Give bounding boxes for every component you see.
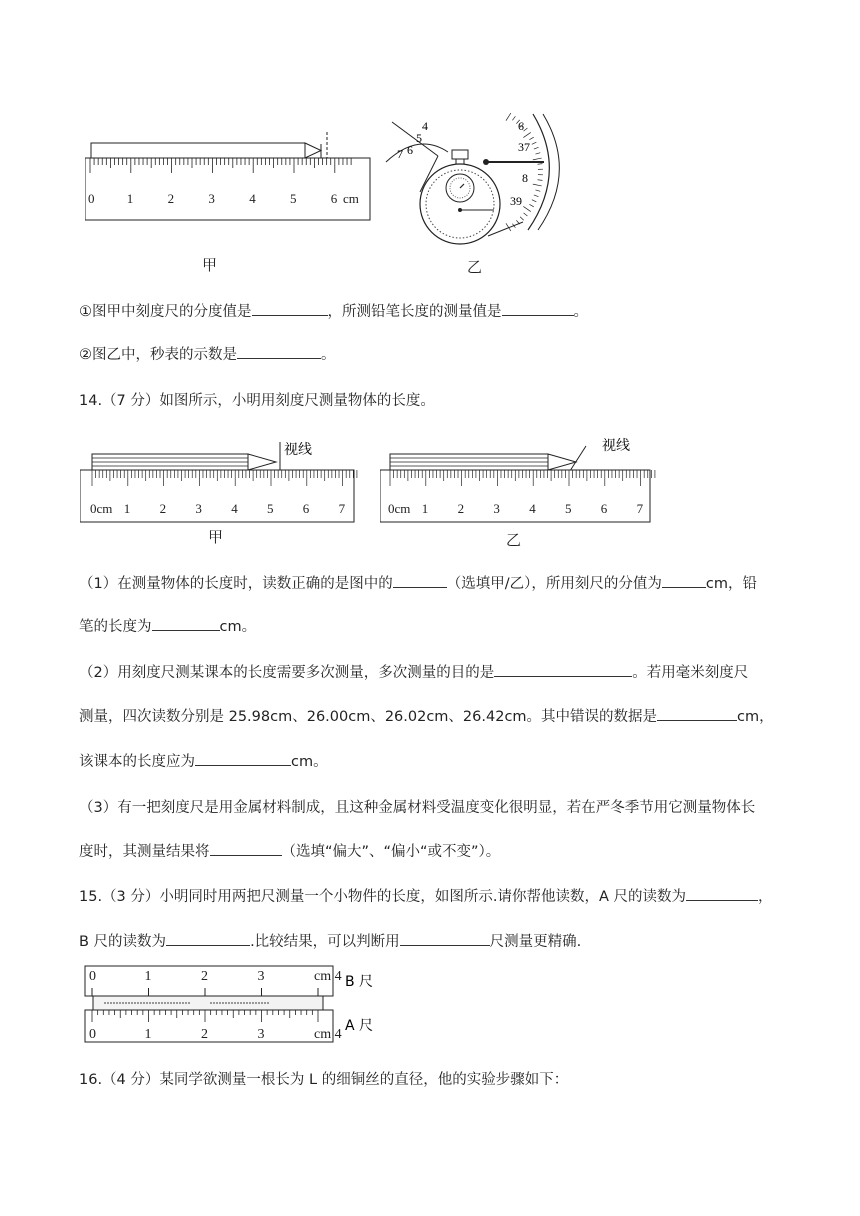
ruler-tick-label: 5 — [267, 501, 274, 516]
ruler-tick-label: 3 — [257, 969, 265, 984]
q13-line2-text-a: ②图乙中，秒表的示数是 — [79, 347, 237, 363]
q14-p3-text-b: 度时，其测量结果将 — [79, 844, 210, 860]
q14-caption-yi: 乙 — [506, 531, 522, 549]
figure-ruler-sight-yi — [380, 432, 660, 526]
q14-p1-line1 — [79, 572, 757, 593]
answer-blank[interactable] — [502, 301, 574, 316]
ruler-tick-label: 2 — [457, 501, 465, 516]
q14-p1-text-c: cm，铅 — [705, 576, 757, 592]
q13-line2-text-b: 。 — [321, 347, 336, 363]
q14-p3-text-a: （3）有一把刻度尺是用金属材料制成，且这种金属材料受温度变化很明显，若在严冬季节用它测量物体长 — [79, 800, 756, 816]
sight-label-jia: 视线 — [284, 442, 312, 458]
dial-tick — [532, 142, 537, 144]
dial-tick — [529, 204, 533, 206]
answer-blank[interactable] — [166, 931, 250, 946]
dial-tick — [523, 206, 530, 211]
q15-line2 — [79, 930, 581, 951]
dial-tick — [512, 116, 515, 120]
ruler-tick-label: 4 — [231, 501, 238, 516]
q14-p2-line3 — [79, 750, 328, 771]
ruler-tick-label: 3 — [208, 191, 215, 206]
big-dial-num-6: 6 — [518, 119, 524, 133]
q14-p3-line2 — [79, 840, 500, 861]
dial-tick — [520, 217, 524, 220]
answer-blank[interactable] — [686, 886, 758, 901]
ruler-tick-label: 2 — [201, 1027, 208, 1042]
caption-yi: 乙 — [467, 258, 483, 276]
q16-header: 16.（4 分）某同学欲测量一根长为 L 的细铜丝的直径，他的实验步骤如下： — [79, 1072, 569, 1088]
q14-p2-text-d: cm， — [737, 709, 774, 725]
sight-label-yi: 视线 — [602, 438, 630, 454]
ruler-tick-label: cm 4 — [314, 969, 342, 984]
q13-line1 — [79, 300, 588, 321]
ruler-tick-label: 1 — [144, 969, 152, 984]
figure-stopwatch-yi — [378, 112, 568, 252]
dial-tick — [523, 132, 530, 137]
pencil-body — [91, 143, 305, 158]
answer-blank[interactable] — [400, 931, 490, 946]
ruler-tick-label: 5 — [290, 191, 297, 206]
ruler-tick-label: 0 — [89, 1027, 96, 1042]
ruler-tick-label: 5 — [565, 501, 572, 516]
dial-tick — [538, 180, 543, 181]
big-dial-num-8: 8 — [522, 171, 528, 185]
answer-blank[interactable] — [393, 573, 447, 588]
ruler-tick-label: 4 — [249, 191, 256, 206]
q14-p3-line1 — [79, 796, 755, 817]
ruler-tick-label: 1 — [421, 501, 429, 516]
q15-line2-text-a: B 尺的读数为 — [79, 934, 167, 950]
ruler-tick-label: 6 — [302, 501, 310, 516]
answer-blank[interactable] — [195, 751, 291, 766]
answer-blank[interactable] — [657, 706, 737, 721]
q14-p1-text-b: （选填甲/乙），所用刻尺的分值为 — [446, 576, 662, 592]
answer-blank[interactable] — [494, 662, 632, 677]
q15-line1 — [79, 885, 773, 906]
small-dial-num-6: 6 — [407, 143, 413, 157]
ruler-tick-label: 1 — [126, 191, 134, 206]
q14-p1-text-d: 笔的长度为 — [79, 619, 152, 635]
q15-line1-text-b: ， — [758, 889, 773, 905]
ruler-tick-label: 2 — [167, 191, 175, 206]
ruler-tick-label: 2 — [201, 969, 208, 984]
dial-tick — [535, 190, 540, 191]
dial-tick — [532, 200, 537, 202]
dial-tick — [538, 164, 543, 165]
label-a-ruler: A 尺 — [345, 1018, 374, 1034]
q14-p3-text-c: （选填“偏大”、“偏小“或不变”）。 — [281, 844, 501, 860]
q14-p2-text-b: 。若用毫米刻度尺 — [632, 665, 749, 681]
big-dial-num-39: 39 — [510, 194, 522, 208]
ruler-tick-label: cm 4 — [314, 1027, 342, 1042]
q14-p1-line2 — [79, 615, 256, 636]
q15-line2-text-b: .比较结果，可以判断用 — [250, 934, 400, 950]
dial-tick — [524, 213, 528, 216]
small-dial-num-4: 4 — [422, 119, 428, 133]
ruler-body — [85, 158, 370, 220]
q13-line1-text-c: 。 — [573, 304, 588, 320]
ruler-tick-label: 3 — [493, 501, 500, 516]
ruler-tick-label: 0cm — [388, 501, 411, 516]
ruler-tick-label: 0 — [88, 191, 95, 206]
answer-blank[interactable] — [210, 841, 282, 856]
ruler-tick-label: 3 — [257, 1027, 265, 1042]
q14-p1-text-a: （1）在测量物体的长度时，读数正确的是图中的 — [79, 576, 393, 592]
q14-p2-text-f: cm。 — [291, 754, 328, 770]
answer-blank[interactable] — [237, 344, 321, 359]
dial-tick — [534, 195, 539, 197]
ruler-tick-label: 7 — [636, 501, 644, 516]
q13-line1-text-a: ①图甲中刻度尺的分度值是 — [79, 304, 252, 320]
q15-line1-text-a: 15.（3 分）小明同时用两把尺测量一个小物件的长度，如图所示.请你帮他读数，A 尺的读数为 — [79, 889, 687, 905]
q14-p2-text-c: 测量，四次读数分别是 25.98cm、26.00cm、26.02cm、26.42cm。其中错误的数据是 — [79, 709, 658, 725]
ruler-tick-label: 1 — [144, 1027, 152, 1042]
dial-tick — [524, 128, 528, 131]
ruler-tick-label: 0cm — [90, 501, 113, 516]
ruler-unit: cm — [343, 191, 359, 206]
ruler-tick-label: 3 — [195, 501, 202, 516]
q14-header: 14.（7 分）如图所示，小明用刻度尺测量物体的长度。 — [79, 393, 435, 409]
caption-jia: 甲 — [202, 256, 218, 274]
q14-caption-jia: 甲 — [208, 528, 224, 546]
small-dial-num-5: 5 — [416, 131, 422, 145]
dial-tick — [533, 158, 542, 160]
answer-blank[interactable] — [152, 616, 220, 631]
q13-line2 — [79, 343, 336, 364]
dial-tick — [534, 147, 539, 149]
ruler-tick-label: 7 — [338, 501, 346, 516]
q14-p2-line2 — [79, 705, 774, 726]
big-dial-num-37: 37 — [518, 140, 530, 154]
ruler-tick-label: 2 — [159, 501, 167, 516]
small-dial-num-7: 7 — [397, 147, 403, 161]
figure-ruler-sight-jia — [80, 436, 360, 526]
ruler-tick-label: 0 — [89, 969, 96, 984]
q15-line2-text-c: 尺测量更精确. — [489, 934, 582, 950]
q14-p2-text-e: 该课本的长度应为 — [79, 754, 195, 770]
dial-tick — [506, 113, 511, 121]
q14-p2-line1 — [79, 661, 748, 682]
ruler-tick-label: 1 — [123, 501, 131, 516]
dial-tick — [533, 184, 542, 186]
q14-p2-text-a: （2）用刻度尺测某课本的长度需要多次测量，多次测量的目的是 — [79, 665, 495, 681]
answer-blank[interactable] — [252, 301, 328, 316]
answer-blank[interactable] — [662, 573, 706, 588]
pencil-tip — [305, 143, 321, 158]
q13-line1-text-b: ，所测铅笔长度的测量值是 — [327, 304, 502, 320]
label-b-ruler: B 尺 — [345, 974, 374, 990]
q14-p1-text-e: cm。 — [219, 619, 257, 635]
figure-two-rulers — [80, 964, 390, 1048]
ruler-tick-label: 4 — [529, 501, 536, 516]
figure-ruler-pencil-jia — [85, 130, 375, 230]
ruler-tick-label: 6 — [600, 501, 608, 516]
dial-tick — [529, 137, 533, 139]
dial-tick — [535, 153, 540, 154]
ruler-tick-label: 6 — [330, 191, 338, 206]
